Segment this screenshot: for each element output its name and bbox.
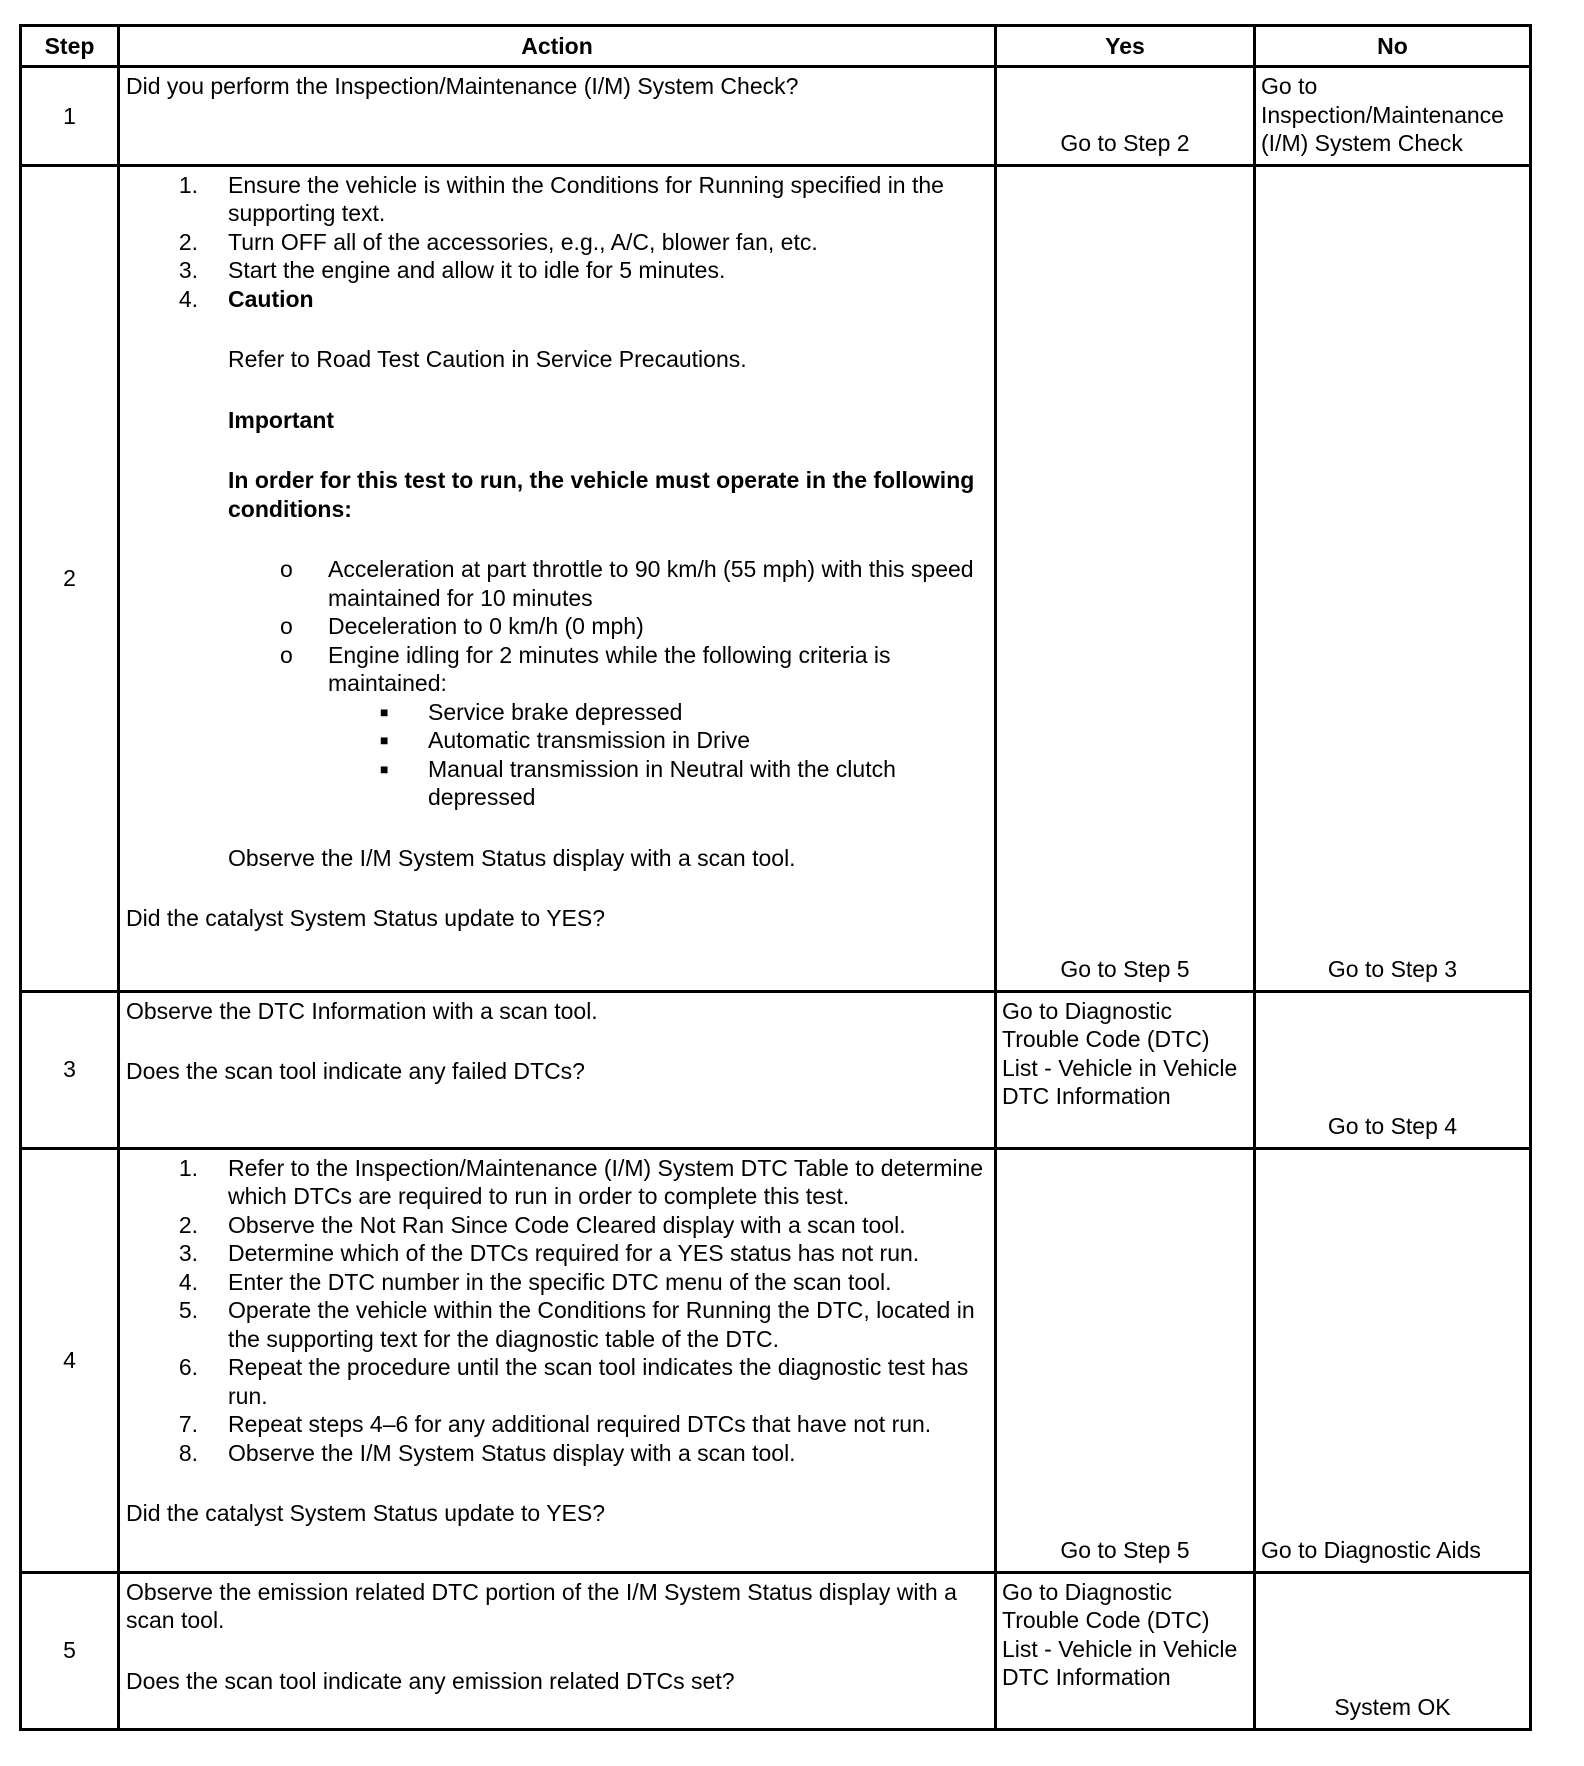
no-link[interactable]: Go to Step 4 [1327, 1113, 1458, 1139]
no-cell [1255, 991, 1531, 1148]
step-number: 2 [21, 165, 119, 991]
yes-link[interactable]: Go to Step 5 [1060, 956, 1190, 982]
step-number: 5 [21, 1572, 119, 1729]
action-cell [119, 1572, 996, 1729]
yes-cell [996, 1572, 1255, 1729]
no-cell [1255, 165, 1531, 991]
list-item: 5. Operate the vehicle within the Conditions for Running the DTC, located in the supporting text for the diagnostic table of the DTC. [178, 1297, 975, 1352]
list-item: 4. Enter the DTC number in the specific DTC menu of the scan tool. [178, 1268, 892, 1295]
yes-cell [996, 991, 1255, 1148]
important-text: In order for this test to run, the vehicle must operate in the following conditions: [228, 467, 975, 522]
diagnostic-table-page [19, 24, 1532, 1731]
procedure-list [126, 171, 988, 314]
step-number: 3 [21, 991, 119, 1148]
conditions-list [228, 555, 988, 698]
action-text: Observe the emission related DTC portion of the I/M System Status display with a scan tool. [126, 1578, 957, 1633]
yes-cell [996, 1148, 1255, 1572]
list-item: 2. Observe the Not Ran Since Code Cleared display with a scan tool. [178, 1211, 906, 1238]
no-cell [1255, 67, 1531, 166]
list-item: 1. Refer to the Inspection/Maintenance (I/M) System DTC Table to determine which DTCs are required to run in order to complete this test. [178, 1154, 984, 1209]
step-row-1 [21, 67, 1531, 166]
action-cell [119, 991, 996, 1148]
step-row-4 [21, 1148, 1531, 1572]
no-cell [1255, 1148, 1531, 1572]
list-item: 3. Determine which of the DTCs required for a YES status has not run. [178, 1240, 920, 1266]
diagnostic-table [19, 24, 1532, 1731]
no-link[interactable]: System OK [1334, 1694, 1451, 1720]
procedure-list [126, 1154, 988, 1468]
list-item: 3. Start the engine and allow it to idle for 5 minutes. [178, 257, 726, 283]
no-link[interactable]: Go to Diagnostic Aids [1261, 1537, 1481, 1563]
caution-text: Refer to Road Test Caution in Service Precautions. [228, 346, 747, 372]
list-item: 7. Repeat steps 4–6 for any additional required DTCs that have not run. [178, 1411, 932, 1437]
list-item: 4. Caution [178, 285, 314, 312]
action-question: Did the catalyst System Status update to YES? [126, 905, 606, 931]
list-item: ■ Manual transmission in Neutral with the clutch depressed [380, 755, 896, 810]
list-item: 1. Ensure the vehicle is within the Conditions for Running specified in the supporting text. [178, 171, 944, 226]
list-item: o Acceleration at part throttle to 90 km/h (55 mph) with this speed maintained for 10 minutes [280, 556, 974, 611]
action-question: Did the catalyst System Status update to YES? [126, 1500, 606, 1526]
observe-text: Observe the I/M System Status display with a scan tool. [228, 844, 796, 871]
no-link[interactable]: Go to Step 3 [1327, 956, 1458, 982]
action-cell [119, 67, 996, 166]
step-number: 1 [21, 67, 119, 166]
yes-link[interactable]: Go to Diagnostic Trouble Code (DTC) List - Vehicle in Vehicle DTC Information [1002, 1578, 1238, 1690]
action-question: Did you perform the Inspection/Maintenance (I/M) System Check? [126, 73, 799, 99]
action-text: Observe the DTC Information with a scan tool. [126, 997, 598, 1024]
yes-link[interactable]: Go to Step 2 [1060, 130, 1190, 156]
list-item: 2. Turn OFF all of the accessories, e.g., A/C, blower fan, etc. [178, 228, 818, 255]
list-item: 8. Observe the I/M System Status display with a scan tool. [178, 1439, 796, 1466]
step-row-3 [21, 991, 1531, 1148]
list-item: o Engine idling for 2 minutes while the following criteria is maintained: [280, 641, 891, 696]
step-number: 4 [21, 1148, 119, 1572]
yes-link[interactable]: Go to Diagnostic Trouble Code (DTC) List - Vehicle in Vehicle DTC Information [1002, 997, 1238, 1109]
action-question: Does the scan tool indicate any failed DTCs? [126, 1058, 585, 1084]
criteria-list [328, 698, 988, 812]
yes-cell [996, 67, 1255, 166]
list-item: o Deceleration to 0 km/h (0 mph) [280, 613, 644, 639]
action-cell [119, 165, 996, 991]
important-label: Important [228, 406, 335, 433]
list-item: ■ Service brake depressed [380, 698, 683, 725]
no-cell [1255, 1572, 1531, 1729]
yes-link[interactable]: Go to Step 5 [1060, 1537, 1190, 1563]
header-action: Action [119, 26, 996, 67]
header-yes: Yes [996, 26, 1255, 67]
header-row [21, 26, 1531, 67]
list-item: ■ Automatic transmission in Drive [380, 727, 751, 753]
step-row-2 [21, 165, 1531, 991]
action-question: Does the scan tool indicate any emission related DTCs set? [126, 1667, 735, 1694]
header-step: Step [21, 26, 119, 67]
header-no: No [1255, 26, 1531, 67]
no-link[interactable]: Go to Inspection/Maintenance (I/M) System Check [1261, 73, 1504, 156]
step-row-5 [21, 1572, 1531, 1729]
yes-cell [996, 165, 1255, 991]
list-item: 6. Repeat the procedure until the scan tool indicates the diagnostic test has run. [178, 1354, 969, 1409]
action-cell [119, 1148, 996, 1572]
